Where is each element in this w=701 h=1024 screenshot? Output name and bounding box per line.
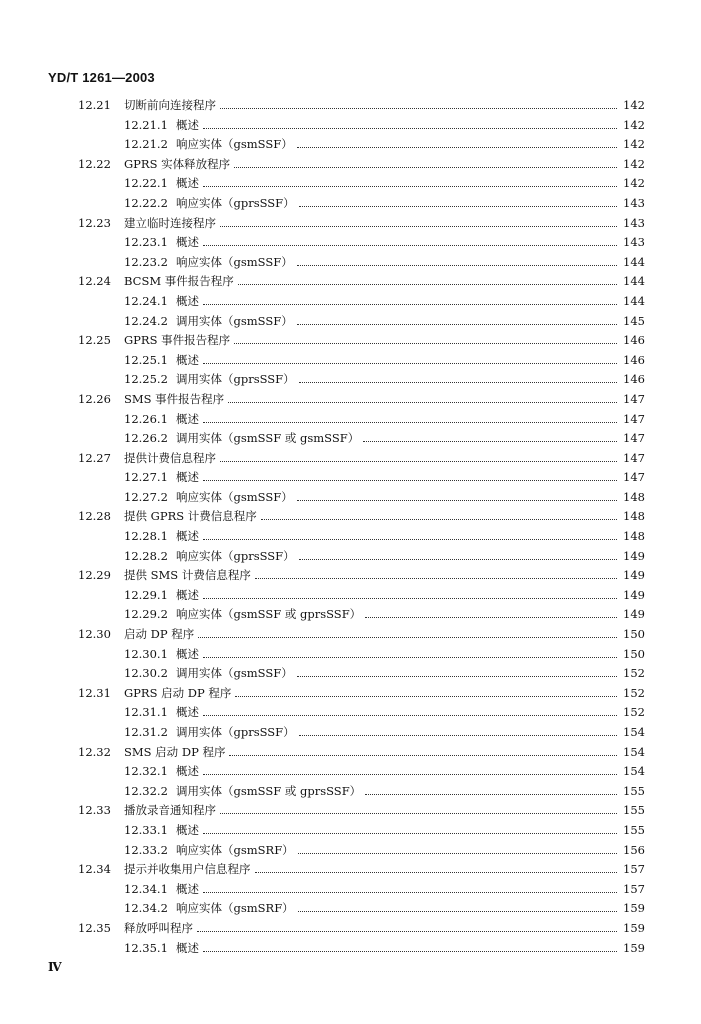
toc-entry-number: 12.25.2	[124, 372, 168, 387]
toc-subsection-entry[interactable]	[0, 429, 701, 449]
toc-entry-body	[124, 214, 645, 234]
dot-leader	[261, 519, 617, 520]
toc-entry-page: 159	[623, 901, 645, 916]
toc-entry-page: 144	[623, 274, 645, 289]
toc-entry-page: 143	[623, 195, 645, 210]
toc-entry-number: 12.32.1	[124, 764, 168, 779]
page-number-footer: Ⅳ	[48, 960, 62, 974]
toc-entry-body	[176, 899, 645, 919]
toc-entry-page: 144	[623, 293, 645, 308]
toc-entry-page: 142	[623, 98, 645, 112]
toc-entry-title: 概述	[176, 586, 203, 606]
toc-section-entry[interactable]	[0, 919, 701, 939]
toc-entry-title: 概述	[176, 821, 203, 841]
toc-subsection-entry[interactable]	[0, 703, 701, 723]
toc-subsection-entry[interactable]	[0, 233, 701, 253]
toc-entry-page: 143	[623, 215, 645, 230]
toc-entry-body	[124, 860, 645, 880]
toc-entry-number: 12.25	[78, 333, 111, 348]
toc-entry-number: 12.30	[78, 627, 111, 642]
dot-leader	[234, 167, 617, 168]
toc-entry-number: 12.22.1	[124, 176, 168, 191]
toc-entry-number: 12.32.2	[124, 783, 168, 798]
toc-entry-number: 12.28.1	[124, 529, 168, 544]
toc-entry-body	[176, 468, 645, 488]
toc-entry-page: 145	[623, 313, 645, 328]
toc-entry-title: 响应实体（gsmSSF 或 gprsSSF）	[176, 605, 365, 625]
toc-entry-body	[176, 645, 645, 665]
toc-entry-page: 146	[623, 333, 645, 348]
toc-entry-body	[124, 684, 645, 704]
dot-leader	[203, 128, 617, 129]
table-of-contents	[0, 96, 701, 958]
toc-entry-title: 概述	[176, 292, 203, 312]
toc-entry-number: 12.23.1	[124, 235, 168, 250]
toc-entry-number: 12.25.1	[124, 352, 168, 367]
toc-entry-body	[124, 743, 645, 763]
dot-leader	[197, 931, 617, 932]
toc-entry-body	[176, 312, 645, 332]
toc-entry-page: 148	[623, 509, 645, 524]
toc-section-entry[interactable]	[0, 96, 701, 116]
toc-entry-number: 12.31	[78, 685, 111, 700]
toc-entry-page: 157	[623, 862, 645, 877]
toc-subsection-entry[interactable]	[0, 645, 701, 665]
dot-leader	[203, 598, 617, 599]
toc-entry-title: 提供 SMS 计费信息程序	[124, 566, 255, 586]
toc-entry-title: 概述	[176, 116, 203, 136]
dot-leader	[220, 108, 617, 109]
toc-entry-number: 12.34.1	[124, 881, 168, 896]
toc-entry-page: 155	[623, 822, 645, 837]
toc-entry-title: 响应实体（gprsSSF）	[176, 547, 299, 567]
toc-entry-body	[124, 919, 645, 939]
toc-entry-title: 调用实体（gprsSSF）	[176, 723, 299, 743]
toc-entry-number: 12.33	[78, 803, 111, 818]
toc-entry-number: 12.32	[78, 744, 111, 759]
toc-section-entry[interactable]	[0, 331, 701, 351]
toc-entry-title: 释放呼叫程序	[124, 919, 197, 939]
toc-entry-title: GPRS 实体释放程序	[124, 155, 234, 175]
dot-leader	[238, 284, 617, 285]
toc-entry-number: 12.33.2	[124, 842, 168, 857]
toc-entry-body	[176, 135, 645, 155]
toc-entry-page: 152	[623, 705, 645, 720]
toc-entry-title: 响应实体（gprsSSF）	[176, 194, 299, 214]
toc-entry-number: 12.34	[78, 862, 111, 877]
dot-leader	[365, 794, 617, 795]
toc-section-entry[interactable]	[0, 684, 701, 704]
toc-entry-body	[124, 390, 645, 410]
toc-section-entry[interactable]	[0, 214, 701, 234]
toc-entry-number: 12.29	[78, 568, 111, 583]
toc-entry-title: 提供计费信息程序	[124, 449, 220, 469]
toc-entry-page: 150	[623, 646, 645, 661]
toc-entry-body	[176, 547, 645, 567]
toc-entry-number: 12.27.2	[124, 489, 168, 504]
dot-leader	[203, 892, 617, 893]
toc-entry-number: 12.24.2	[124, 313, 168, 328]
toc-entry-body	[176, 370, 645, 390]
dot-leader	[203, 245, 617, 246]
toc-entry-number: 12.34.2	[124, 901, 168, 916]
dot-leader	[255, 578, 617, 579]
toc-entry-title: 响应实体（gsmSRF）	[176, 841, 298, 861]
toc-subsection-entry[interactable]	[0, 312, 701, 332]
toc-entry-page: 152	[623, 685, 645, 700]
toc-section-entry[interactable]	[0, 743, 701, 763]
toc-entry-body	[176, 586, 645, 606]
toc-entry-page: 146	[623, 372, 645, 387]
toc-entry-number: 12.21	[78, 98, 111, 112]
toc-entry-number: 12.26	[78, 391, 111, 406]
toc-subsection-entry[interactable]	[0, 174, 701, 194]
toc-entry-body	[124, 801, 645, 821]
toc-entry-body	[176, 762, 645, 782]
toc-subsection-entry[interactable]	[0, 605, 701, 625]
toc-entry-body	[176, 527, 645, 547]
dot-leader	[298, 853, 617, 854]
toc-entry-title: SMS 事件报告程序	[124, 390, 228, 410]
toc-subsection-entry[interactable]	[0, 586, 701, 606]
dot-leader	[299, 206, 617, 207]
toc-entry-page: 149	[623, 568, 645, 583]
toc-entry-body	[176, 605, 645, 625]
toc-entry-title: 概述	[176, 351, 203, 371]
dot-leader	[203, 951, 617, 952]
dot-leader	[203, 186, 617, 187]
toc-entry-body	[124, 625, 645, 645]
toc-entry-number: 12.23.2	[124, 254, 168, 269]
dot-leader	[235, 696, 617, 697]
dot-leader	[220, 461, 617, 462]
toc-subsection-entry[interactable]	[0, 821, 701, 841]
toc-entry-body	[176, 841, 645, 861]
dot-leader	[198, 637, 617, 638]
toc-entry-title: 概述	[176, 762, 203, 782]
dot-leader	[203, 833, 617, 834]
toc-entry-page: 148	[623, 489, 645, 504]
toc-entry-page: 147	[623, 470, 645, 485]
toc-entry-page: 154	[623, 744, 645, 759]
dot-leader	[297, 676, 617, 677]
toc-entry-body	[124, 449, 645, 469]
toc-entry-title: SMS 启动 DP 程序	[124, 743, 229, 763]
toc-entry-number: 12.26.1	[124, 411, 168, 426]
dot-leader	[203, 363, 617, 364]
toc-entry-number: 12.23	[78, 215, 111, 230]
dot-leader	[203, 715, 617, 716]
toc-entry-title: 切断前向连接程序	[124, 96, 220, 116]
toc-entry-body	[124, 272, 645, 292]
toc-section-entry[interactable]	[0, 390, 701, 410]
dot-leader	[203, 480, 617, 481]
dot-leader	[203, 304, 617, 305]
toc-entry-body	[124, 331, 645, 351]
toc-entry-body	[176, 233, 645, 253]
toc-entry-page: 142	[623, 137, 645, 152]
toc-subsection-entry[interactable]	[0, 782, 701, 802]
toc-entry-title: 调用实体（gsmSSF）	[176, 312, 297, 332]
dot-leader	[234, 343, 617, 344]
toc-entry-title: 调用实体（gsmSSF 或 gprsSSF）	[176, 782, 365, 802]
dot-leader	[297, 324, 617, 325]
toc-entry-body	[176, 939, 645, 959]
dot-leader	[299, 382, 617, 383]
toc-entry-page: 147	[623, 450, 645, 465]
toc-entry-title: 概述	[176, 527, 203, 547]
dot-leader	[203, 657, 617, 658]
toc-entry-number: 12.22	[78, 156, 111, 171]
toc-section-entry[interactable]	[0, 625, 701, 645]
toc-entry-body	[124, 566, 645, 586]
toc-entry-page: 152	[623, 666, 645, 681]
toc-entry-page: 149	[623, 607, 645, 622]
toc-entry-page: 154	[623, 764, 645, 779]
toc-entry-body	[176, 194, 645, 214]
dot-leader	[297, 265, 617, 266]
toc-entry-number: 12.28.2	[124, 548, 168, 563]
toc-subsection-entry[interactable]	[0, 527, 701, 547]
toc-entry-number: 12.24.1	[124, 293, 168, 308]
dot-leader	[297, 147, 617, 148]
toc-entry-number: 12.30.1	[124, 646, 168, 661]
toc-entry-number: 12.27.1	[124, 470, 168, 485]
document-header: YD/T 1261—2003	[48, 70, 155, 85]
toc-section-entry[interactable]	[0, 507, 701, 527]
toc-entry-number: 12.27	[78, 450, 111, 465]
toc-subsection-entry[interactable]	[0, 762, 701, 782]
dot-leader	[299, 735, 617, 736]
toc-subsection-entry[interactable]	[0, 292, 701, 312]
toc-section-entry[interactable]	[0, 272, 701, 292]
toc-entry-page: 147	[623, 411, 645, 426]
toc-subsection-entry[interactable]	[0, 116, 701, 136]
toc-subsection-entry[interactable]	[0, 664, 701, 684]
toc-entry-body	[176, 821, 645, 841]
toc-entry-body	[176, 174, 645, 194]
toc-entry-body	[124, 155, 645, 175]
toc-entry-page: 149	[623, 587, 645, 602]
toc-section-entry[interactable]	[0, 566, 701, 586]
toc-entry-number: 12.21.2	[124, 137, 168, 152]
toc-entry-page: 146	[623, 352, 645, 367]
toc-entry-body	[124, 96, 645, 116]
toc-entry-page: 157	[623, 881, 645, 896]
toc-subsection-entry[interactable]	[0, 370, 701, 390]
toc-entry-page: 142	[623, 156, 645, 171]
toc-entry-title: 概述	[176, 233, 203, 253]
dot-leader	[203, 539, 617, 540]
toc-entry-body	[176, 703, 645, 723]
toc-entry-number: 12.31.1	[124, 705, 168, 720]
toc-subsection-entry[interactable]	[0, 723, 701, 743]
toc-entry-body	[176, 782, 645, 802]
dot-leader	[365, 617, 617, 618]
toc-subsection-entry[interactable]	[0, 547, 701, 567]
dot-leader	[203, 422, 617, 423]
toc-entry-body	[176, 429, 645, 449]
toc-entry-page: 159	[623, 920, 645, 935]
toc-subsection-entry[interactable]	[0, 939, 701, 959]
toc-entry-number: 12.33.1	[124, 822, 168, 837]
toc-entry-number: 12.35.1	[124, 940, 168, 955]
toc-entry-body	[176, 723, 645, 743]
dot-leader	[203, 774, 617, 775]
toc-entry-title: 提示并收集用户信息程序	[124, 860, 255, 880]
toc-entry-number: 12.35	[78, 920, 111, 935]
toc-entry-title: BCSM 事件报告程序	[124, 272, 238, 292]
toc-entry-body	[176, 292, 645, 312]
toc-entry-body	[176, 880, 645, 900]
toc-entry-page: 155	[623, 783, 645, 798]
toc-entry-title: 概述	[176, 468, 203, 488]
toc-subsection-entry[interactable]	[0, 194, 701, 214]
toc-entry-page: 154	[623, 725, 645, 739]
toc-subsection-entry[interactable]	[0, 899, 701, 919]
toc-entry-page: 150	[623, 627, 645, 642]
toc-entry-title: 提供 GPRS 计费信息程序	[124, 507, 261, 527]
toc-entry-page: 155	[623, 803, 645, 818]
toc-subsection-entry[interactable]	[0, 880, 701, 900]
toc-entry-title: 概述	[176, 939, 203, 959]
dot-leader	[363, 441, 617, 442]
toc-entry-page: 143	[623, 235, 645, 250]
dot-leader	[220, 226, 617, 227]
toc-entry-body	[176, 351, 645, 371]
toc-subsection-entry[interactable]	[0, 253, 701, 273]
toc-entry-title: 调用实体（gprsSSF）	[176, 370, 299, 390]
toc-entry-title: 概述	[176, 174, 203, 194]
toc-entry-title: 概述	[176, 703, 203, 723]
toc-entry-number: 12.30.2	[124, 666, 168, 681]
toc-entry-title: 调用实体（gsmSSF）	[176, 664, 297, 684]
toc-entry-title: 响应实体（gsmSRF）	[176, 899, 298, 919]
toc-entry-title: 概述	[176, 645, 203, 665]
toc-subsection-entry[interactable]	[0, 351, 701, 371]
toc-entry-title: 建立临时连接程序	[124, 214, 220, 234]
toc-subsection-entry[interactable]	[0, 410, 701, 430]
toc-subsection-entry[interactable]	[0, 135, 701, 155]
toc-entry-title: 播放录音通知程序	[124, 801, 220, 821]
toc-entry-title: 调用实体（gsmSSF 或 gsmSSF）	[176, 429, 363, 449]
toc-entry-number: 12.21.1	[124, 117, 168, 132]
toc-entry-page: 159	[623, 940, 645, 955]
toc-section-entry[interactable]	[0, 449, 701, 469]
toc-entry-number: 12.29.2	[124, 607, 168, 622]
toc-entry-body	[176, 664, 645, 684]
toc-entry-page: 149	[623, 548, 645, 563]
toc-entry-number: 12.29.1	[124, 587, 168, 602]
toc-section-entry[interactable]	[0, 801, 701, 821]
toc-subsection-entry[interactable]	[0, 468, 701, 488]
toc-entry-title: GPRS 事件报告程序	[124, 331, 234, 351]
toc-entry-number: 12.22.2	[124, 195, 168, 210]
toc-entry-body	[176, 488, 645, 508]
toc-entry-number: 12.24	[78, 274, 111, 289]
dot-leader	[299, 559, 617, 560]
toc-entry-body	[124, 507, 645, 527]
dot-leader	[298, 911, 617, 912]
dot-leader	[228, 402, 617, 403]
toc-entry-page: 147	[623, 391, 645, 406]
toc-entry-page: 148	[623, 529, 645, 544]
dot-leader	[229, 755, 617, 756]
toc-entry-title: 响应实体（gsmSSF）	[176, 253, 297, 273]
toc-entry-page: 147	[623, 431, 645, 446]
toc-section-entry[interactable]	[0, 860, 701, 880]
toc-entry-number: 12.26.2	[124, 431, 168, 446]
toc-entry-page: 142	[623, 117, 645, 132]
toc-subsection-entry[interactable]	[0, 488, 701, 508]
toc-section-entry[interactable]	[0, 155, 701, 175]
toc-entry-body	[176, 410, 645, 430]
dot-leader	[255, 872, 618, 873]
toc-subsection-entry[interactable]	[0, 841, 701, 861]
toc-entry-body	[176, 116, 645, 136]
toc-entry-page: 142	[623, 176, 645, 191]
toc-entry-number: 12.31.2	[124, 725, 168, 739]
toc-entry-title: 响应实体（gsmSSF）	[176, 488, 297, 508]
dot-leader	[220, 813, 617, 814]
toc-entry-body	[176, 253, 645, 273]
toc-entry-title: 响应实体（gsmSSF）	[176, 135, 297, 155]
toc-entry-number: 12.28	[78, 509, 111, 524]
toc-entry-page: 144	[623, 254, 645, 269]
toc-entry-title: 概述	[176, 410, 203, 430]
toc-entry-title: GPRS 启动 DP 程序	[124, 684, 235, 704]
toc-entry-page: 156	[623, 842, 645, 857]
toc-entry-title: 概述	[176, 880, 203, 900]
toc-entry-title: 启动 DP 程序	[124, 625, 198, 645]
dot-leader	[297, 500, 617, 501]
